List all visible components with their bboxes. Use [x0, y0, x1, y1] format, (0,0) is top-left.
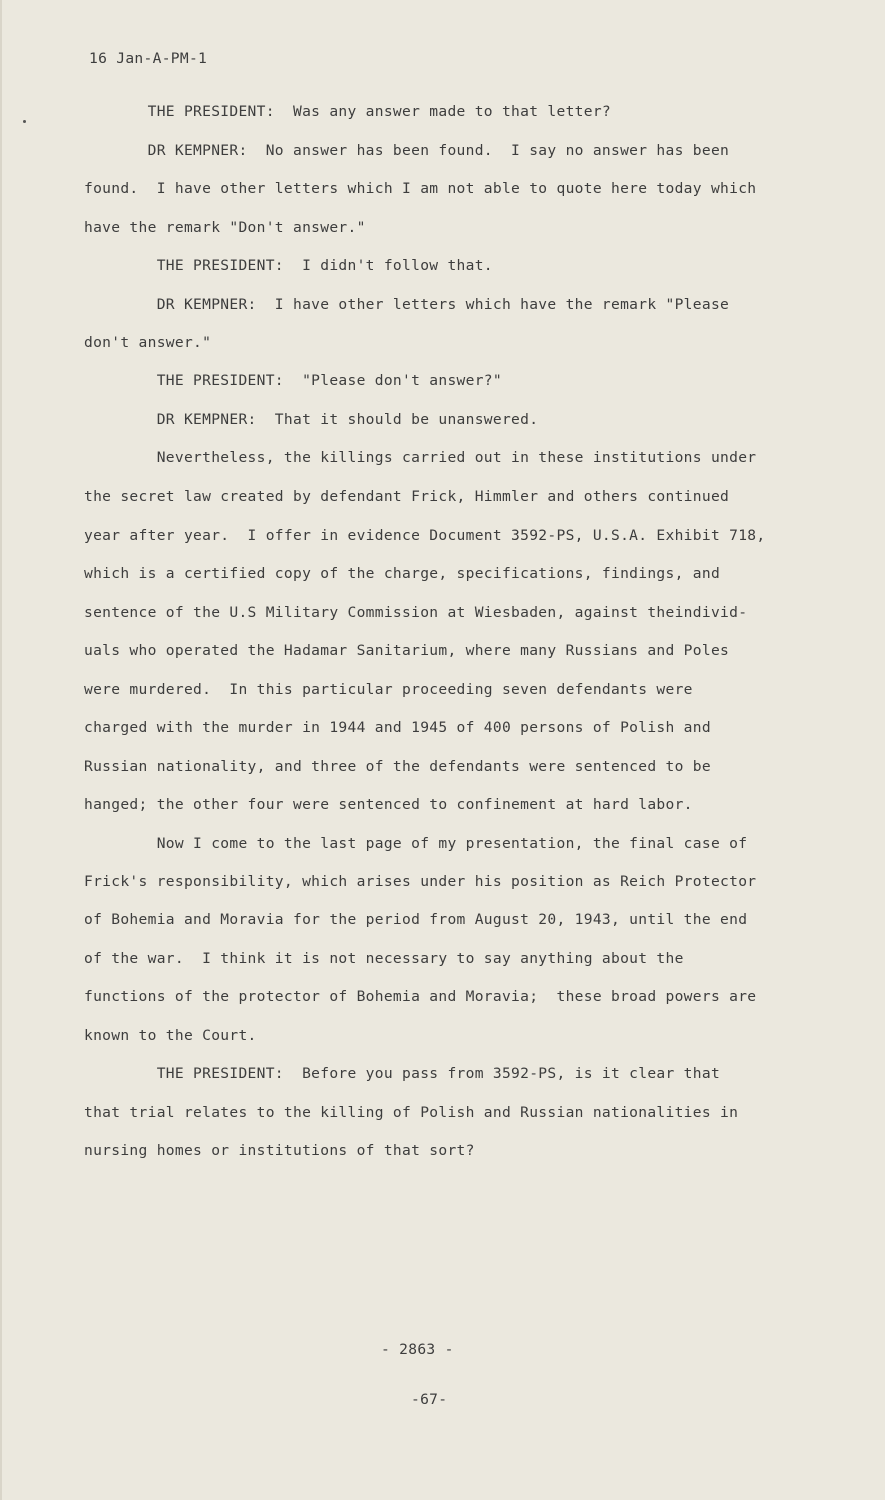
text-line: uals who operated the Hadamar Sanitarium, where many Russians and Poles [84, 642, 730, 659]
text-line: sentence of the U.S Military Commission at Wiesbaden, against theindivid- [84, 604, 748, 621]
text-line: Frick's responsibility, which arises under his position as Reich Protector [84, 873, 757, 890]
text-line: hanged; the other four were sentenced to confinement at hard labor. [84, 796, 693, 813]
text-line: Russian nationality, and three of the defendants were sentenced to be [84, 758, 711, 775]
text-line: functions of the protector of Bohemia and Moravia; these broad powers are [84, 988, 757, 1005]
text-line: THE PRESIDENT: Before you pass from 3592-PS, is it clear that [84, 1065, 721, 1082]
text-line: were murdered. In this particular proceeding seven defendants were [84, 681, 693, 698]
text-line: nursing homes or institutions of that sort? [84, 1142, 475, 1159]
text-line: THE PRESIDENT: "Please don't answer?" [84, 372, 502, 389]
document-reference: 16 Jan-A-PM-1 [89, 50, 208, 67]
text-line: that trial relates to the killing of Polish and Russian nationalities in [84, 1104, 739, 1121]
page-number: - 2863 - [381, 1341, 454, 1358]
text-line: have the remark "Don't answer." [84, 219, 366, 236]
text-line: of the war. I think it is not necessary to say anything about the [84, 950, 684, 967]
text-line: DR KEMPNER: I have other letters which have the remark "Please [84, 296, 730, 313]
text-line: the secret law created by defendant Frick, Himmler and others continued [84, 488, 730, 505]
sheet-number: -67- [411, 1391, 448, 1408]
text-line: THE PRESIDENT: I didn't follow that. [84, 257, 493, 274]
text-line: THE PRESIDENT: Was any answer made to that letter? [84, 103, 611, 120]
text-line: don't answer." [84, 334, 212, 351]
text-line: DR KEMPNER: That it should be unanswered. [84, 411, 539, 428]
text-line: year after year. I offer in evidence Document 3592-PS, U.S.A. Exhibit 718, [84, 527, 766, 544]
text-line: Now I come to the last page of my presentation, the final case of [84, 835, 748, 852]
text-line: DR KEMPNER: No answer has been found. I say no answer has been [84, 142, 730, 159]
margin-mark [23, 120, 26, 123]
text-line: of Bohemia and Moravia for the period from August 20, 1943, until the end [84, 911, 748, 928]
text-line: charged with the murder in 1944 and 1945 of 400 persons of Polish and [84, 719, 711, 736]
text-line: Nevertheless, the killings carried out in these institutions under [84, 449, 757, 466]
text-line: which is a certified copy of the charge, specifications, findings, and [84, 565, 721, 582]
text-line: found. I have other letters which I am not able to quote here today which [84, 180, 757, 197]
text-line: known to the Court. [84, 1027, 257, 1044]
